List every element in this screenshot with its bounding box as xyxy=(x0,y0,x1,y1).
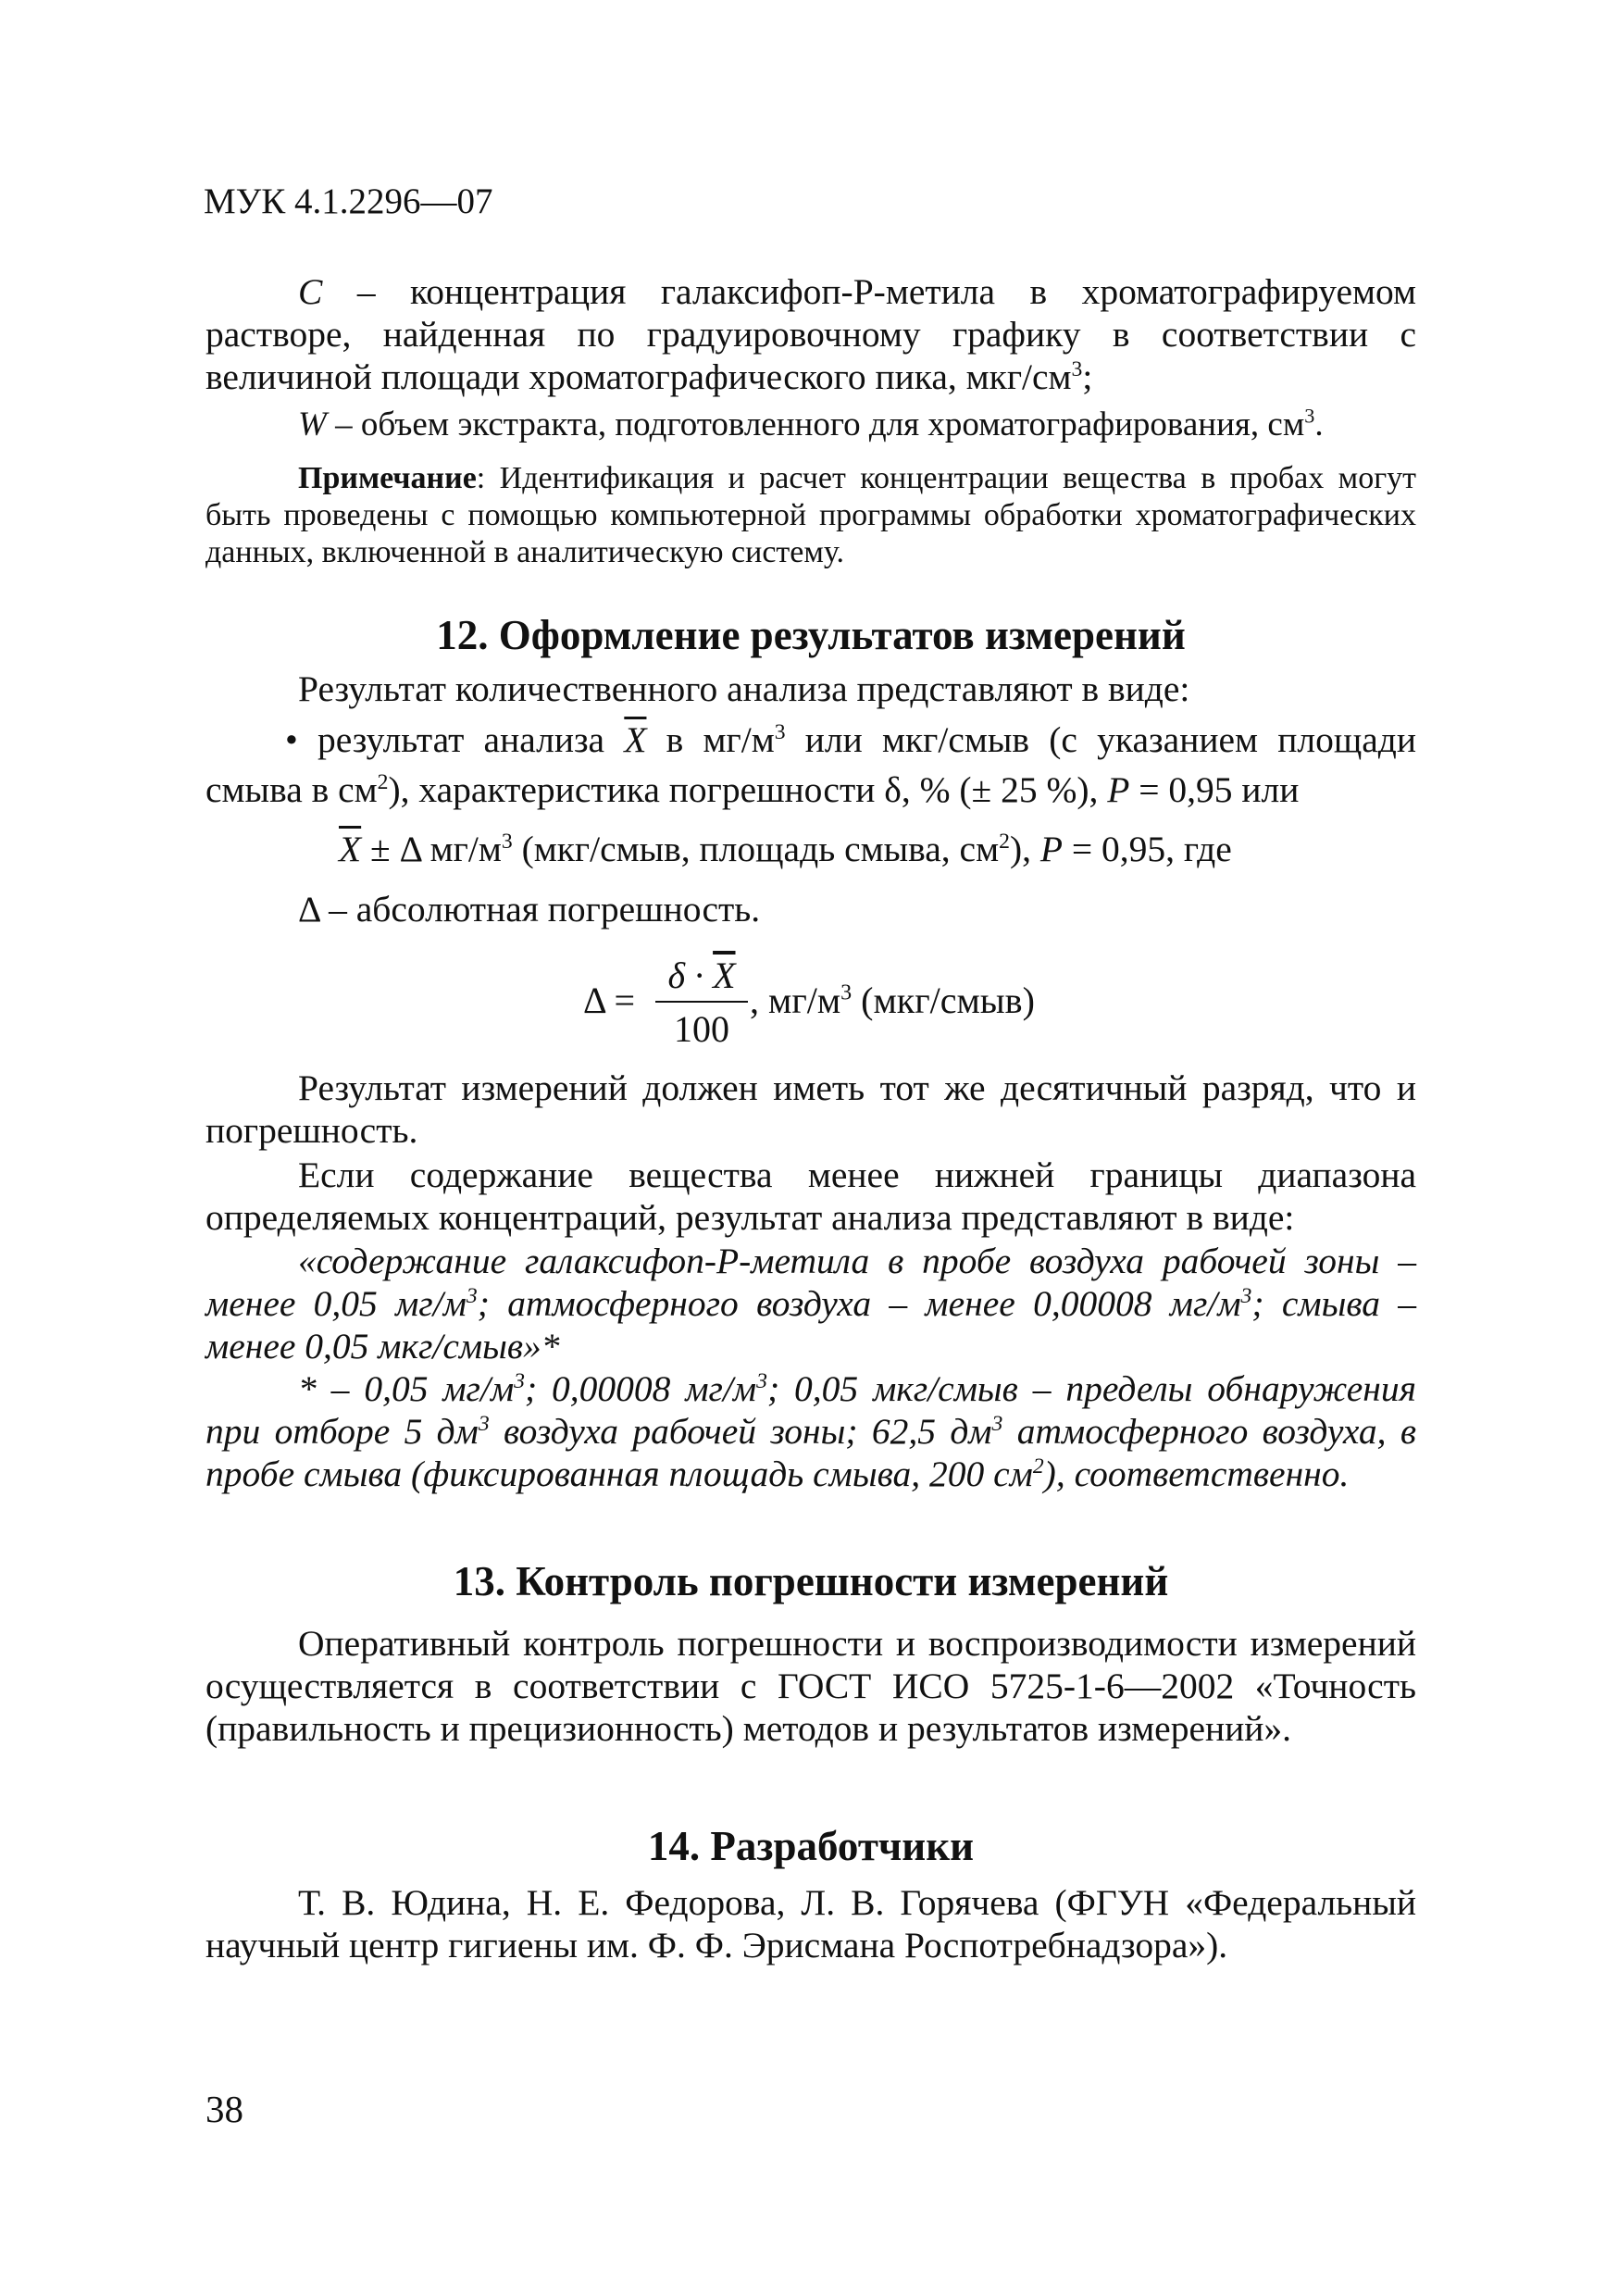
formula-denominator: 100 xyxy=(674,1008,729,1050)
note-label: Примечание xyxy=(298,461,477,495)
quote-sup-1: 3 xyxy=(466,1283,478,1308)
footnote-part-6: ), соответственно. xyxy=(1043,1454,1350,1494)
bullet-sup-3: 3 xyxy=(774,719,786,744)
note-text: : Идентификация и расчет концентрации вещества в пробах могут быть проведены с помощью компьютерной программы обработки хроматографических данных, включенной в аналитическую систему. xyxy=(205,461,1416,569)
probability-p-symbol: P xyxy=(1107,769,1130,810)
formula-units-b: (мкг/смыв) xyxy=(852,980,1035,1021)
quote-part-2: ; атмосферного воздуха – менее 0,00008 мг/м xyxy=(477,1283,1241,1324)
definition-c xyxy=(205,270,1416,398)
result-quote xyxy=(205,1240,1416,1367)
quote-part-1: «содержание галаксифоп-Р-метила в пробе воздуха рабочей зоны – менее 0,05 мг/м xyxy=(205,1241,1416,1324)
section-13-heading: 13. Контроль погрешности измерений xyxy=(453,1558,1169,1604)
footnote-part-4: воздуха рабочей зоны; 62,5 дм xyxy=(489,1411,992,1452)
section-14-paragraph: Т. В. Юдина, Н. Е. Федорова, Л. В. Горячева (ФГУН «Федеральный научный центр гигиены им. Ф. Ф. Эрисмана Роспотребнадзора»). xyxy=(205,1882,1416,1965)
footnote-sup-1: 3 xyxy=(514,1368,525,1393)
footnote-sup-5: 2 xyxy=(1032,1454,1044,1479)
bullet2-text-b: ), характеристика погрешности δ, % (± 25 %), xyxy=(388,769,1108,810)
section-12-heading: 12. Оформление результатов измерений xyxy=(436,612,1186,658)
result-bullet-line-2 xyxy=(205,769,1416,810)
footnote-sup-3: 3 xyxy=(478,1411,490,1436)
definition-c-sup: 3 xyxy=(1071,356,1083,381)
footnote-part-2: ; 0,00008 мг/м xyxy=(525,1368,757,1409)
fraction-bar xyxy=(655,1001,748,1003)
delta-definition: Δ – абсолютная погрешность. xyxy=(298,889,761,930)
result-bullet-line-1 xyxy=(205,719,1417,760)
document-code-header: МУК 4.1.2296—07 xyxy=(204,181,493,221)
bullet-text-a: • результат анализа xyxy=(285,719,625,760)
formula-units-sup: 3 xyxy=(840,980,853,1005)
definition-c-end: ; xyxy=(1082,356,1093,397)
probability-p-symbol-2: P xyxy=(1039,829,1063,869)
pm-sup-2: 2 xyxy=(999,829,1010,854)
bullet2-sup-2: 2 xyxy=(377,769,389,794)
definition-w-text: – объем экстракта, подготовленного для хроматографирования, см xyxy=(326,406,1305,443)
section-13-paragraph: Оперативный контроль погрешности и воспроизводимости измерений осуществляется в соответствии с ГОСТ ИСО 5725-1-6—2002 «Точность (правильность и прецизионность) методов и результатов измерений». xyxy=(205,1623,1416,1749)
footnote-part-5: атмосферного воздуха, в пробе смыва (фиксированная площадь смыва, 200 см xyxy=(205,1411,1416,1494)
formula-delta-symbol: δ xyxy=(667,955,686,996)
result-plus-minus-line xyxy=(339,831,1264,868)
detection-limits-footnote xyxy=(205,1367,1416,1495)
definition-w-sup: 3 xyxy=(1304,404,1315,428)
definition-w-end: . xyxy=(1314,406,1324,443)
precision-paragraph: Результат измерений должен иметь тот же десятичный разряд, что и погрешность. xyxy=(205,1067,1416,1151)
symbol-w: W xyxy=(298,406,327,443)
footnote-part-3: ; 0,05 мкг/смыв – пределы обнаружения при отборе 5 дм xyxy=(205,1368,1416,1452)
pm-text-c: ), xyxy=(1009,829,1040,869)
bullet-text-c: или мкг/смыв (с указанием площади xyxy=(785,719,1417,760)
footnote-sup-4: 3 xyxy=(991,1411,1003,1436)
quote-sup-2: 3 xyxy=(1240,1283,1252,1308)
mean-x-symbol: $\overline{X}$ xyxy=(624,719,647,760)
bullet-text-b: в мг/м xyxy=(646,719,775,760)
formula-numerator xyxy=(655,954,748,998)
formula-units xyxy=(750,979,1035,1022)
mean-x-symbol-2: $\overline{X}$ xyxy=(339,829,362,869)
definition-w xyxy=(205,405,1416,444)
definition-c-text: – концентрация галаксифоп-Р-метила в хроматографируемом растворе, найденная по градуировочному графику в соответствии с величиной площади хроматографического пика, мкг/см xyxy=(205,271,1416,397)
pm-text-a: ± Δ мг/м xyxy=(361,829,502,869)
bullet2-text-a: смыва в см xyxy=(205,769,378,810)
footnote-sup-2: 3 xyxy=(756,1368,767,1393)
formula-units-a: , мг/м xyxy=(750,980,841,1021)
formula-fraction xyxy=(655,954,748,1053)
formula-x-symbol: $\overline{X}$ xyxy=(713,955,736,996)
below-range-paragraph: Если содержание вещества менее нижней границы диапазона определяемых концентраций, результат анализа представляют в виде: xyxy=(205,1154,1416,1238)
formula-dot: · xyxy=(685,955,714,996)
symbol-c: С xyxy=(298,271,323,312)
section-14-heading: 14. Разработчики xyxy=(647,1823,975,1869)
pm-sup-3: 3 xyxy=(501,829,513,854)
formula-lhs: Δ = xyxy=(583,980,636,1021)
quote-part-3: ; смыва – менее 0,05 мкг/смыв»* xyxy=(205,1283,1416,1366)
note-paragraph xyxy=(205,460,1416,571)
pm-text-b: (мкг/смыв, площадь смыва, см xyxy=(512,829,1000,869)
section-12-intro: Результат количественного анализа представляют в виде: xyxy=(298,668,1190,709)
bullet2-text-c: = 0,95 или xyxy=(1129,769,1300,810)
footnote-part-1: * – 0,05 мг/м xyxy=(298,1368,515,1409)
pm-text-d: = 0,95, где xyxy=(1062,829,1232,869)
page-number: 38 xyxy=(205,2088,243,2130)
